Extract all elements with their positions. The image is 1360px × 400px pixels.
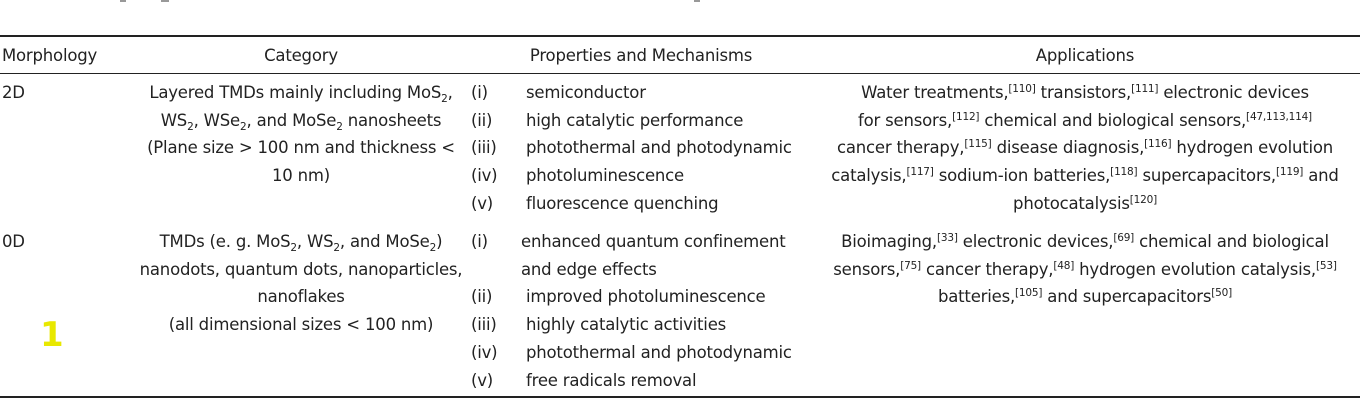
text-segment: (Plane size > 100 nm and thickness < bbox=[147, 138, 455, 158]
text-segment: 10 nm) bbox=[271, 166, 331, 186]
reference-citation: [53] bbox=[1315, 259, 1337, 272]
category-line bbox=[161, 111, 442, 131]
applications-line bbox=[861, 83, 1309, 103]
text-segment: for sensors, bbox=[858, 110, 953, 130]
reference-citation: [120] bbox=[1129, 193, 1157, 206]
property-text: photothermal and photodynamic bbox=[526, 342, 792, 362]
header-rule bbox=[0, 73, 1360, 74]
cropped-caption-remnant bbox=[120, 0, 880, 2]
reference-citation: [119] bbox=[1275, 166, 1304, 179]
property-text: enhanced quantum confinement bbox=[521, 232, 786, 251]
property-text: high catalytic performance bbox=[526, 110, 744, 130]
property-text: free radicals removal bbox=[526, 370, 697, 390]
text-segment: chemical and biological sensors, bbox=[979, 110, 1247, 130]
subscript: 2 bbox=[441, 93, 448, 105]
reference-citation: [118] bbox=[1110, 166, 1138, 179]
category-line bbox=[147, 138, 455, 158]
text-segment: disease diagnosis, bbox=[991, 138, 1145, 158]
text-segment: catalysis, bbox=[831, 166, 907, 186]
subscript: 2 bbox=[290, 242, 297, 254]
property-number: (i) bbox=[471, 232, 488, 251]
subscript: 2 bbox=[187, 120, 194, 133]
text-segment: electronic devices, bbox=[957, 232, 1114, 251]
header-morphology: Morphology bbox=[2, 46, 98, 65]
text-segment: chemical and biological bbox=[1134, 232, 1329, 251]
text-segment: cancer therapy, bbox=[920, 259, 1054, 279]
reference-citation: [112] bbox=[952, 110, 980, 123]
category-line bbox=[140, 260, 463, 280]
text-segment: supercapacitors, bbox=[1137, 166, 1276, 186]
property-number: (iii) bbox=[471, 315, 497, 335]
reference-citation: [33] bbox=[936, 232, 958, 244]
text-segment: cancer therapy, bbox=[836, 138, 965, 158]
reference-citation: [69] bbox=[1113, 232, 1135, 244]
reference-citation: [75] bbox=[900, 259, 921, 272]
subscript: 2 bbox=[333, 242, 340, 254]
overlay-number-mark: 1 bbox=[40, 315, 64, 355]
text-segment: batteries, bbox=[937, 287, 1016, 307]
reference-citation: [111] bbox=[1131, 83, 1159, 95]
reference-citation: [48] bbox=[1053, 259, 1075, 272]
reference-citation: [47,113,114] bbox=[1246, 110, 1312, 123]
property-text: improved photoluminescence bbox=[526, 287, 766, 307]
property-number: (iv) bbox=[471, 166, 498, 186]
text-segment: Layered TMDs mainly including MoS bbox=[149, 83, 442, 102]
applications-line bbox=[938, 287, 1232, 307]
text-segment: photocatalysis bbox=[1013, 193, 1130, 213]
property-number: (v) bbox=[471, 370, 494, 390]
text-segment: sensors, bbox=[833, 259, 901, 279]
text-segment: , WS bbox=[296, 232, 334, 251]
text-segment: , bbox=[447, 83, 453, 102]
text-segment: Water treatments, bbox=[861, 83, 1009, 102]
text-segment: (all dimensional sizes < 100 nm) bbox=[168, 315, 434, 335]
property-text: photoluminescence bbox=[526, 166, 684, 186]
text-segment: Bioimaging, bbox=[841, 232, 937, 251]
reference-citation: [116] bbox=[1144, 138, 1172, 151]
text-segment: sodium-ion batteries, bbox=[933, 166, 1111, 186]
morphology-cell: 2D bbox=[2, 83, 25, 102]
subscript: 2 bbox=[429, 242, 437, 254]
category-line bbox=[272, 166, 330, 186]
category-line bbox=[257, 287, 344, 307]
reference-citation: [105] bbox=[1015, 287, 1043, 300]
applications-line bbox=[858, 111, 1312, 131]
text-segment: , and MoSe bbox=[246, 110, 337, 130]
subscript: 2 bbox=[336, 120, 343, 133]
applications-line bbox=[841, 232, 1329, 252]
property-number: (iv) bbox=[471, 342, 498, 362]
text-segment: transistors, bbox=[1035, 83, 1132, 102]
header-properties: Properties and Mechanisms bbox=[529, 46, 753, 65]
property-number: (v) bbox=[471, 193, 494, 213]
reference-citation: [117] bbox=[906, 166, 934, 179]
text-segment: ) bbox=[436, 232, 443, 251]
property-number: (ii) bbox=[471, 287, 493, 307]
header-category: Category bbox=[264, 46, 338, 65]
property-number: (i) bbox=[471, 83, 488, 102]
text-segment: TMDs (e. g. MoS bbox=[159, 232, 291, 251]
category-line bbox=[149, 83, 452, 103]
property-number: (iii) bbox=[471, 138, 497, 158]
text-segment: nanodots, quantum dots, nanoparticles, bbox=[139, 259, 463, 279]
text-segment: nanosheets bbox=[342, 110, 442, 130]
property-text: semiconductor bbox=[526, 83, 646, 102]
morphology-cell: 0D bbox=[2, 232, 25, 251]
property-text: highly catalytic activities bbox=[526, 315, 727, 335]
top-rule bbox=[0, 35, 1360, 37]
applications-line bbox=[831, 166, 1338, 186]
bottom-rule bbox=[0, 396, 1360, 398]
category-line bbox=[160, 232, 443, 252]
property-text: fluorescence quenching bbox=[526, 193, 719, 213]
text-segment: WS bbox=[160, 110, 188, 130]
applications-line bbox=[833, 260, 1336, 280]
text-segment: and bbox=[1303, 166, 1339, 186]
category-line bbox=[169, 315, 434, 335]
text-segment: hydrogen evolution bbox=[1171, 138, 1334, 158]
text-segment: hydrogen evolution catalysis, bbox=[1074, 259, 1316, 279]
text-segment: , WSe bbox=[193, 110, 241, 130]
text-segment: and supercapacitors bbox=[1042, 287, 1212, 307]
text-segment: nanoflakes bbox=[257, 287, 345, 307]
text-segment: , and MoSe bbox=[339, 232, 430, 251]
applications-line bbox=[1013, 194, 1157, 214]
property-number: (ii) bbox=[471, 110, 493, 130]
applications-line bbox=[837, 138, 1333, 158]
subscript: 2 bbox=[240, 120, 247, 133]
reference-citation: [115] bbox=[964, 138, 992, 151]
text-segment: electronic devices bbox=[1158, 83, 1309, 102]
property-text: and edge effects bbox=[521, 259, 657, 279]
header-applications: Applications bbox=[1035, 46, 1135, 65]
property-text: photothermal and photodynamic bbox=[526, 138, 792, 158]
reference-citation: [50] bbox=[1211, 287, 1233, 300]
reference-citation: [110] bbox=[1008, 83, 1036, 95]
